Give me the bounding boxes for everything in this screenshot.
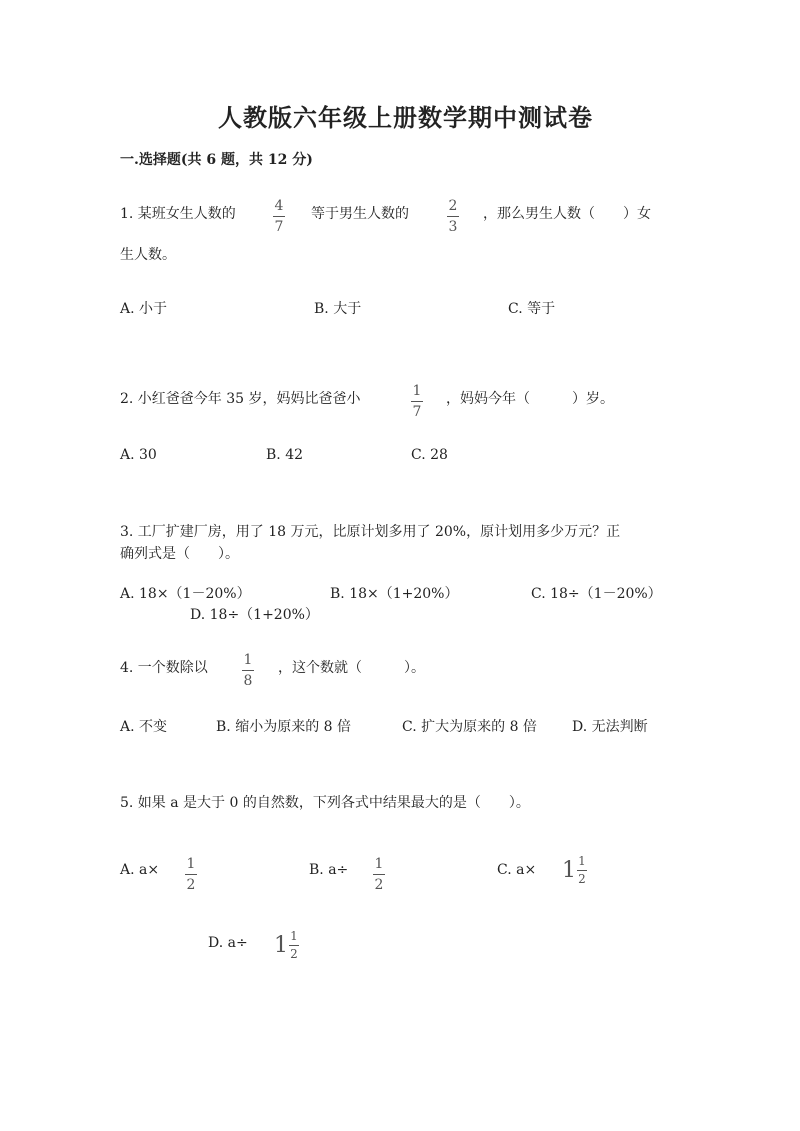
whole-part: 1 [274, 933, 288, 958]
option-c: C. a× [497, 862, 537, 878]
option-c: C. 18÷（1－20%） [531, 586, 662, 602]
option-d: D. 18÷（1+20%） [190, 607, 319, 623]
option-b: B. a÷ [309, 862, 349, 878]
fraction [185, 856, 197, 893]
question-text: ，妈妈今年（ ）岁。 [446, 391, 614, 407]
question-text: 确列式是（ ）。 [120, 546, 239, 562]
fraction [289, 930, 299, 961]
fraction [411, 383, 423, 420]
question-text: 1. 某班女生人数的 [120, 206, 236, 222]
option-b: B. 大于 [314, 301, 362, 317]
option-a: A. 小于 [120, 301, 168, 317]
option-c: C. 等于 [508, 301, 556, 317]
option-a: A. 18×（1－20%） [120, 586, 251, 602]
denominator: 8 [243, 673, 253, 689]
denominator: 2 [374, 877, 384, 893]
option-d: D. 无法判断 [572, 719, 648, 735]
question-text: 3. 工厂扩建厂房，用了 18 万元，比原计划多用了 20%，原计划用多少万元？正 [120, 524, 621, 540]
fraction [273, 198, 285, 235]
numerator: 1 [290, 929, 298, 943]
denominator: 2 [186, 877, 196, 893]
numerator: 1 [374, 856, 384, 872]
question-text: ，这个数就（ ）。 [278, 660, 425, 676]
fraction [577, 855, 587, 886]
denominator: 3 [448, 219, 458, 235]
denominator: 7 [412, 404, 422, 420]
question-text: 5. 如果 a 是大于 0 的自然数，下列各式中结果最大的是（ ）。 [120, 795, 530, 811]
mixed-number [562, 855, 587, 886]
question-text: 2. 小红爸爸今年 35 岁，妈妈比爸爸小 [120, 391, 361, 407]
mixed-number [274, 930, 299, 961]
numerator: 1 [186, 856, 196, 872]
numerator: 1 [578, 854, 586, 868]
option-b: B. 缩小为原来的 8 倍 [216, 719, 351, 735]
question-text: 4. 一个数除以 [120, 660, 208, 676]
numerator: 4 [274, 198, 284, 214]
fraction [373, 856, 385, 893]
question-text: ，那么男生人数（ ）女 [483, 206, 651, 222]
numerator: 1 [412, 383, 422, 399]
page-title: 人教版六年级上册数学期中测试卷 [218, 103, 593, 132]
section-heading: 一.选择题(共 6 题，共 12 分) [120, 152, 313, 168]
numerator: 1 [243, 652, 253, 668]
numerator: 2 [448, 198, 458, 214]
option-b: B. 42 [266, 447, 304, 463]
question-text: 等于男生人数的 [311, 206, 409, 222]
question-text: 生人数。 [120, 247, 176, 263]
denominator: 7 [274, 219, 284, 235]
denominator: 2 [578, 872, 586, 886]
option-c: C. 28 [411, 447, 448, 463]
fraction [242, 652, 254, 689]
option-b: B. 18×（1+20%） [330, 586, 459, 602]
option-a: A. a× [120, 862, 160, 878]
whole-part: 1 [562, 858, 576, 883]
option-d: D. a÷ [208, 935, 248, 951]
option-a: A. 不变 [120, 719, 168, 735]
denominator: 2 [290, 947, 298, 961]
option-a: A. 30 [120, 447, 157, 463]
option-c: C. 扩大为原来的 8 倍 [402, 719, 537, 735]
fraction [447, 198, 459, 235]
